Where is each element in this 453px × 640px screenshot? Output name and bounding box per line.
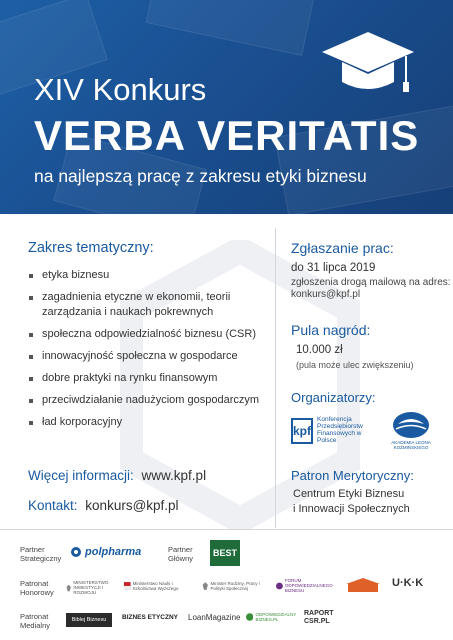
biznes-etyczny-text: BIZNES ETYCZNY	[122, 614, 178, 621]
ministry-family-text: Minister Rodziny, Pracy i Polityki Społecznej	[210, 581, 260, 591]
list-item: ład korporacyjny	[28, 415, 273, 430]
prize-value: 10.000 zł	[296, 344, 343, 356]
list-item: zagadnienia etyczne w ekonomii, teorii zarządzania i naukach pokrewnych	[28, 290, 273, 320]
topics-title: Zakres tematyczny:	[28, 240, 154, 256]
kozminski-name: AKADEMIA LEONA KOŹMIŃSKIEGO	[391, 440, 431, 450]
patron-name	[293, 487, 410, 517]
list-item: społeczna odpowiedzialność biznesu (CSR)	[28, 327, 273, 342]
contact-email-link[interactable]: konkurs@kpf.pl	[85, 498, 179, 513]
biblia-biznesu-logo	[66, 613, 112, 627]
kozminski-building-logo	[346, 578, 380, 592]
eagle-emblem-icon	[124, 580, 131, 592]
raport-csr-logo	[304, 610, 344, 626]
graduation-cap-icon	[318, 26, 418, 106]
best-text: BEST	[212, 548, 237, 558]
ministry-science-text: Ministerstwo Nauki i Szkolnictwa Wyższego	[132, 581, 179, 591]
polpharma-icon	[70, 546, 82, 558]
honorary-patronage-label: Patronat Honorowy	[20, 579, 54, 597]
patron-title: Patron Merytoryczny:	[291, 468, 414, 483]
contact	[28, 498, 179, 513]
building-icon	[346, 578, 380, 592]
website-link[interactable]: www.kpf.pl	[141, 468, 207, 483]
kozminski-logo	[378, 410, 444, 454]
ministry-science-logo	[124, 580, 190, 592]
media-patronage-label: Patronat Medialny	[20, 612, 51, 630]
footer-divider	[0, 529, 453, 530]
topics-list	[28, 268, 273, 430]
competition-subtitle: na najlepszą pracę z zakresu etyki biznesu	[34, 166, 367, 186]
list-item: etyka biznesu	[28, 268, 273, 283]
ministry-investment-text: MINISTERSTWO INWESTYCJI I ROZWOJU	[73, 580, 109, 595]
column-divider	[275, 228, 276, 528]
leaf-icon	[246, 612, 253, 622]
organizers-title: Organizatorzy:	[291, 390, 376, 405]
list-item: dobre praktyki na rynku finansowym	[28, 371, 273, 386]
best-logo	[210, 540, 240, 566]
more-info	[28, 468, 206, 483]
main-partner-label: Partner Główny	[168, 545, 194, 563]
submission-deadline: do 31 lipca 2019	[291, 262, 376, 274]
polpharma-text: polpharma	[85, 546, 142, 558]
patron-line: Centrum Etyki Biznesu	[293, 488, 405, 500]
ukk-text: U·K·K	[392, 577, 424, 589]
loan-magazine-logo	[188, 613, 240, 622]
submissions-section	[291, 240, 451, 301]
kpf-name: Konferencja Przedsiębiorstw Finansowych w Polsce	[317, 416, 363, 444]
topics-section	[28, 240, 273, 437]
ministry-investment-logo	[66, 580, 122, 595]
prize-note: (pula może ulec zwiększeniu)	[296, 360, 414, 370]
hero-banner	[0, 0, 453, 214]
strategic-partner-label: Partner Strategiczny	[20, 545, 62, 563]
more-info-label: Więcej informacji:	[28, 468, 134, 483]
polpharma-logo	[70, 546, 141, 558]
list-item: innowacyjność społeczna w gospodarce	[28, 349, 273, 364]
eagle-emblem-icon	[202, 580, 209, 592]
decorative-book	[146, 0, 315, 56]
fob-icon	[276, 580, 283, 592]
odpowiedzialny-biznes-text: ODPOWIEDZIALNY BIZNES.PL	[255, 612, 297, 622]
odpowiedzialny-biznes-logo	[246, 612, 304, 622]
contact-label: Kontakt:	[28, 498, 78, 513]
kozminski-emblem-icon	[378, 410, 444, 440]
ukk-logo	[392, 577, 423, 589]
raport-csr-text: RAPORT CSR.PL	[304, 610, 334, 625]
patron-line: i Innowacji Społecznych	[293, 503, 410, 515]
competition-edition: XIV Konkurs	[34, 72, 207, 107]
kpf-logo	[291, 414, 373, 450]
fob-logo	[276, 578, 334, 593]
submission-note: zgłoszenia drogą mailową na adres: konkurs@kpf.pl	[291, 277, 451, 300]
list-item: przeciwdziałanie nadużyciom gospodarczym	[28, 393, 273, 408]
biznes-etyczny-logo	[122, 614, 178, 621]
prize-title: Pula nagród:	[291, 322, 371, 338]
ministry-family-logo	[202, 580, 268, 592]
eagle-emblem-icon	[66, 582, 71, 594]
fob-text: FORUM ODPOWIEDZIALNEGO BIZNESU	[284, 578, 333, 593]
competition-title: VERBA VERITATIS	[34, 112, 420, 159]
submissions-title: Zgłaszanie prac:	[291, 240, 394, 256]
loan-magazine-text: LoanMagazine	[188, 613, 241, 622]
biblia-biznesu-text: Biblej Biznesu	[71, 617, 107, 623]
kpf-mark: kpf	[291, 418, 313, 444]
